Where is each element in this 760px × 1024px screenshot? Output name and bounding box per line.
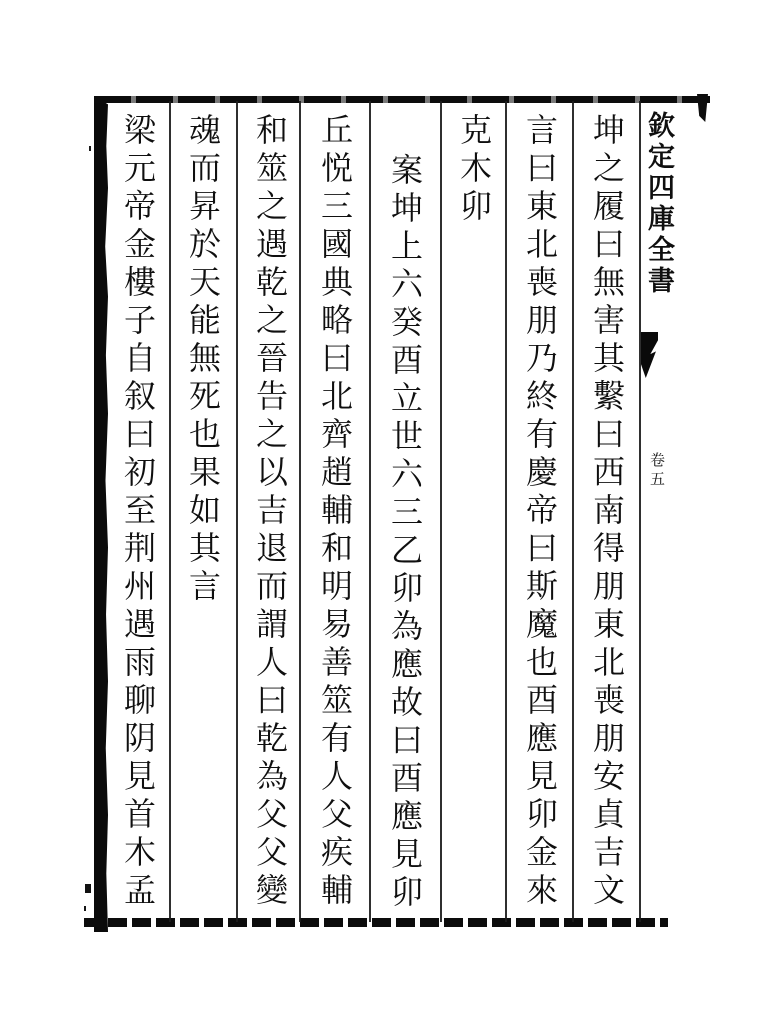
volume-label: 卷五 <box>648 452 666 490</box>
column-separator <box>369 101 371 922</box>
fishtail-mark <box>641 332 658 378</box>
text-column-6: 和筮之遇乾之晉告之以吉退而謂人曰乾為父父變 <box>251 113 289 911</box>
text-column-2: 言曰東北喪朋乃終有慶帝曰斯魔也酉應見卯金來 <box>521 113 559 911</box>
text-column-8: 梁元帝金樓子自叙曰初至荆州遇雨聊阴見首木孟 <box>119 113 157 911</box>
text-column-7: 魂而昇於天能無死也果如其言 <box>184 113 222 607</box>
frame-top-right-mark <box>697 94 708 122</box>
ink-speck <box>85 884 91 893</box>
frame-top-border <box>94 96 710 103</box>
book-title: 欽定四庫全書 <box>643 111 674 297</box>
text-column-5: 丘悦三國典略曰北齊趙輔和明易善筮有人父疾輔 <box>316 113 354 911</box>
text-column-4: 案坤上六癸酉立世六三乙卯為應故曰酉應見卯 <box>386 153 424 913</box>
text-column-3: 克木卯 <box>455 113 493 227</box>
text-column-1: 坤之履曰無害其繫曰西南得朋東北喪朋安貞吉文 <box>588 113 626 911</box>
